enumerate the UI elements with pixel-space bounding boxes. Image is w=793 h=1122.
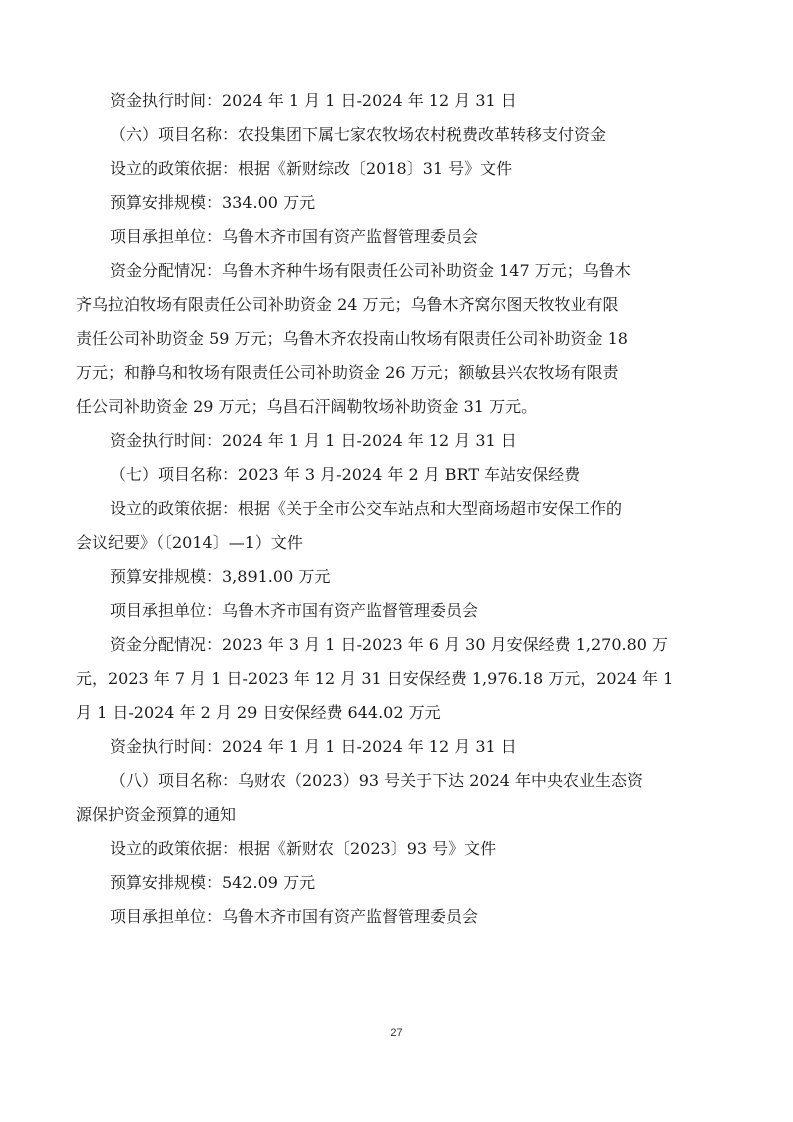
text-line-project-7-budget: 预算安排规模：3,891.00 万元	[110, 567, 331, 586]
text-line-project-7-title: （七）项目名称：2023 年 3 月-2024 年 2 月 BRT 车站安保经费	[110, 465, 581, 484]
text-line-project-6-allocation-5: 任公司补助资金 29 万元；乌昌石汗阔勒牧场补助资金 31 万元。	[76, 397, 538, 416]
text-line-project-7-allocation-3: 月 1 日-2024 年 2 月 29 日安保经费 644.02 万元	[76, 703, 441, 722]
text-line-project-6-allocation-1: 资金分配情况：乌鲁木齐种牛场有限责任公司补助资金 147 万元；乌鲁木	[110, 261, 631, 280]
document-body	[76, 84, 700, 934]
text-line-project-7-unit: 项目承担单位：乌鲁木齐市国有资产监督管理委员会	[110, 601, 479, 620]
page-number: 27	[390, 1027, 403, 1039]
text-line-project-6-budget: 预算安排规模：334.00 万元	[110, 193, 316, 212]
text-line-project-8-title-2: 源保护资金预算的通知	[76, 805, 237, 824]
text-line-project-8-policy: 设立的政策依据：根据《新财农〔2023〕93 号》文件	[110, 839, 497, 858]
text-line-execution-time-2: 资金执行时间：2024 年 1 月 1 日-2024 年 12 月 31 日	[110, 431, 517, 450]
text-line-project-6-policy: 设立的政策依据：根据《新财综改〔2018〕31 号》文件	[110, 159, 513, 178]
text-line-project-7-policy-2: 会议纪要》（〔2014〕—1）文件	[76, 533, 303, 552]
text-line-project-8-title-1: （八）项目名称：乌财农（2023）93 号关于下达 2024 年中央农业生态资	[110, 771, 644, 790]
text-line-project-6-allocation-3: 责任公司补助资金 59 万元；乌鲁木齐农投南山牧场有限责任公司补助资金 18	[76, 329, 628, 348]
text-line-project-7-allocation-1: 资金分配情况：2023 年 3 月 1 日-2023 年 6 月 30 月安保经费 1,270.80 万	[110, 635, 669, 654]
text-line-project-7-policy-1: 设立的政策依据：根据《关于全市公交车站点和大型商场超市安保工作的	[110, 499, 623, 518]
text-line-project-8-unit: 项目承担单位：乌鲁木齐市国有资产监督管理委员会	[110, 907, 479, 926]
text-line-project-6-allocation-2: 齐乌拉泊牧场有限责任公司补助资金 24 万元；乌鲁木齐窝尔图天牧牧业有限	[76, 295, 619, 314]
text-line-execution-time-1: 资金执行时间：2024 年 1 月 1 日-2024 年 12 月 31 日	[110, 91, 517, 110]
text-line-project-7-allocation-2: 元，2023 年 7 月 1 日-2023 年 12 月 31 日安保经费 1,976.18 万元，2024 年 1	[76, 669, 674, 688]
text-line-project-6-unit: 项目承担单位：乌鲁木齐市国有资产监督管理委员会	[110, 227, 479, 246]
text-line-project-8-budget: 预算安排规模：542.09 万元	[110, 873, 316, 892]
text-line-project-6-allocation-4: 万元；和静乌和牧场有限责任公司补助资金 26 万元；额敏县兴农牧场有限责	[76, 363, 619, 382]
text-line-execution-time-3: 资金执行时间：2024 年 1 月 1 日-2024 年 12 月 31 日	[110, 737, 517, 756]
text-line-project-6-title: （六）项目名称：农投集团下属七家农牧场农村税费改革转移支付资金	[110, 125, 607, 144]
